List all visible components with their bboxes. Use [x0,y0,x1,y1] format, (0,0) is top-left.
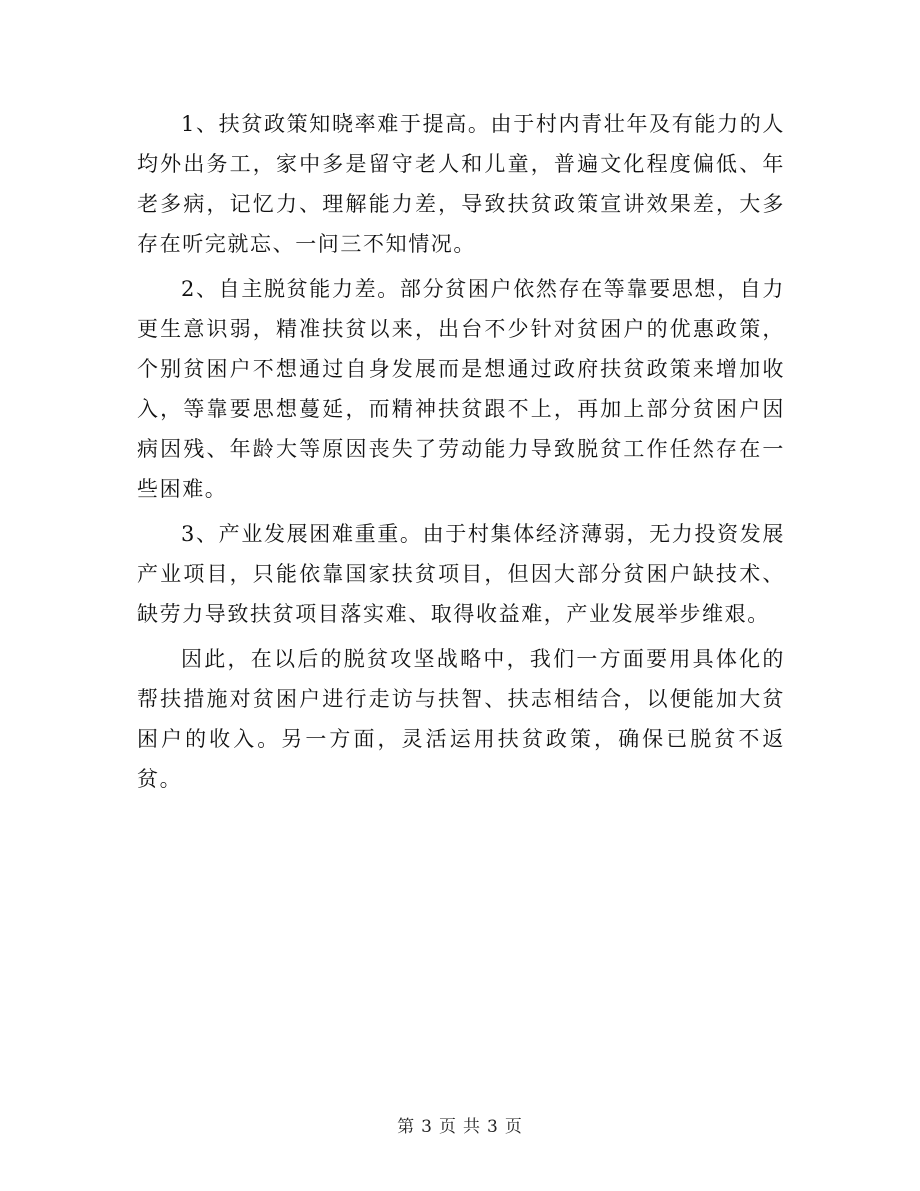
document-body [137,104,785,804]
footer-total-label: 共 [463,1117,481,1137]
footer-current-page: 3 [421,1117,433,1137]
paragraph-2: 2、自主脱贫能力差。部分贫困户依然存在等靠要思想，自力更生意识弱，精准扶贫以来，出台不少针对贫困户的优惠政策，个别贫困户不想通过自身发展而是想通过政府扶贫政策来增加收入，等靠要思想蔓延，而精神扶贫跟不上，再加上部分贫困户因病因残、年龄大等原因丧失了劳动能力导致脱贫工作任然存在一些困难。 [137,277,785,501]
paragraph-4: 因此，在以后的脱贫攻坚战略中，我们一方面要用具体化的帮扶措施对贫困户进行走访与扶智、扶志相结合，以便能加大贫困户的收入。另一方面，灵活运用扶贫政策，确保已脱贫不返贫。 [137,647,785,791]
page-footer [0,1112,920,1137]
footer-page-label: 第 [397,1117,416,1137]
paragraph-3: 3、产业发展困难重重。由于村集体经济薄弱，无力投资发展产业项目，只能依靠国家扶贫项目，但因大部分贫困户缺技术、缺劳力导致扶贫项目落实难、取得收益难，产业发展举步维艰。 [137,522,785,626]
footer-page-unit: 页 [439,1117,457,1137]
paragraph-1: 1、扶贫政策知晓率难于提高。由于村内青壮年及有能力的人均外出务工，家中多是留守老人和儿童，普遍文化程度偏低、年老多病，记忆力、理解能力差，导致扶贫政策宣讲效果差，大多存在听完就忘、一问三不知情况。 [137,112,785,256]
footer-total-unit: 页 [504,1117,523,1137]
footer-total-pages: 3 [487,1117,499,1137]
